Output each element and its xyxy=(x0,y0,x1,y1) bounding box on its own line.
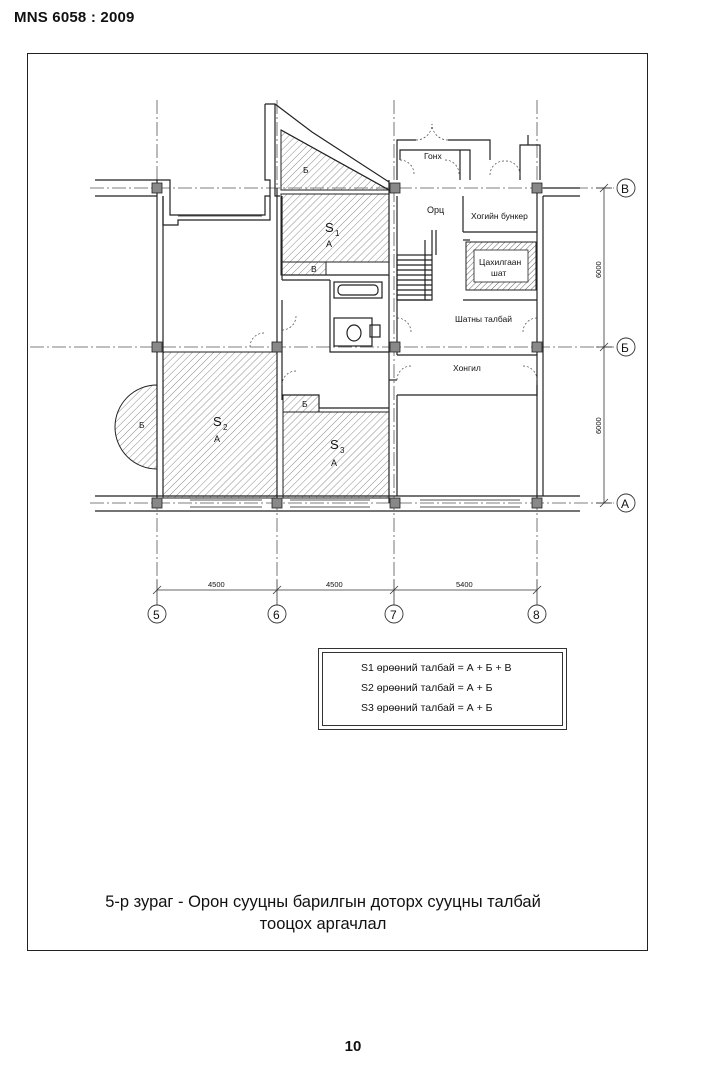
room-label-lift-1: Цахилгаан xyxy=(479,257,522,267)
room-label-corridor: Хонгил xyxy=(453,363,481,373)
room-label-stair-landing: Шатны талбай xyxy=(455,314,513,324)
axis-label-7: 7 xyxy=(390,608,397,622)
axis-label-b: Б xyxy=(621,341,629,355)
legend-line-s3: S3 өрөөний талбай = А + Б xyxy=(361,702,493,714)
unit-s1-sub: 1 xyxy=(335,229,340,238)
dim-b-a: 6000 xyxy=(594,417,603,434)
zone-a-label-s1: А xyxy=(326,239,333,249)
unit-s2-sub: 2 xyxy=(223,423,228,432)
unit-s3-zone-a xyxy=(283,412,389,498)
dim-v-b: 6000 xyxy=(594,261,603,278)
unit-s3-zone-b xyxy=(283,395,319,412)
axis-label-v: В xyxy=(621,182,630,196)
area-formula-legend xyxy=(318,648,567,730)
room-label-bunker: Хогийн бункер xyxy=(471,211,528,221)
unit-s3-label: S xyxy=(330,437,339,452)
zone-b-label-s1: Б xyxy=(303,165,309,175)
figure-caption-line-1: 5-р зураг - Орон сууцны барилгын доторх сууцны талбай xyxy=(105,893,541,911)
room-label-gonh: Гонх xyxy=(424,151,442,161)
unit-s1-zone-v xyxy=(281,262,326,275)
room-label-lift-2: шат xyxy=(491,268,507,278)
standard-code: MNS 6058 : 2009 xyxy=(14,9,135,26)
unit-s2-label: S xyxy=(213,414,222,429)
legend-line-s2: S2 өрөөний талбай = А + Б xyxy=(361,682,493,694)
page-number: 10 xyxy=(344,1038,362,1055)
legend-line-s1: S1 өрөөний талбай = А + Б + В xyxy=(361,662,512,674)
zone-b-label-s2: Б xyxy=(139,420,145,430)
unit-s2-zone-b xyxy=(115,385,157,469)
dim-7-8: 5400 xyxy=(456,580,473,589)
zone-b-label-s3: Б xyxy=(302,399,308,409)
axis-label-5: 5 xyxy=(153,608,160,622)
zone-a-label-s3: А xyxy=(331,458,338,468)
unit-s1-label: S xyxy=(325,220,334,235)
dim-5-6: 4500 xyxy=(208,580,225,589)
axis-label-a: А xyxy=(621,497,630,511)
unit-s1-zone-a xyxy=(281,194,389,262)
zone-a-label-s2: А xyxy=(214,434,221,444)
unit-s3-sub: 3 xyxy=(340,446,345,455)
zone-v-label-s1: В xyxy=(311,264,317,274)
figure-caption-line-2: тооцох аргачлал xyxy=(259,915,387,933)
axis-label-8: 8 xyxy=(533,608,540,622)
room-label-orts: Орц xyxy=(427,205,445,215)
dim-6-7: 4500 xyxy=(326,580,343,589)
axis-label-6: 6 xyxy=(273,608,280,622)
